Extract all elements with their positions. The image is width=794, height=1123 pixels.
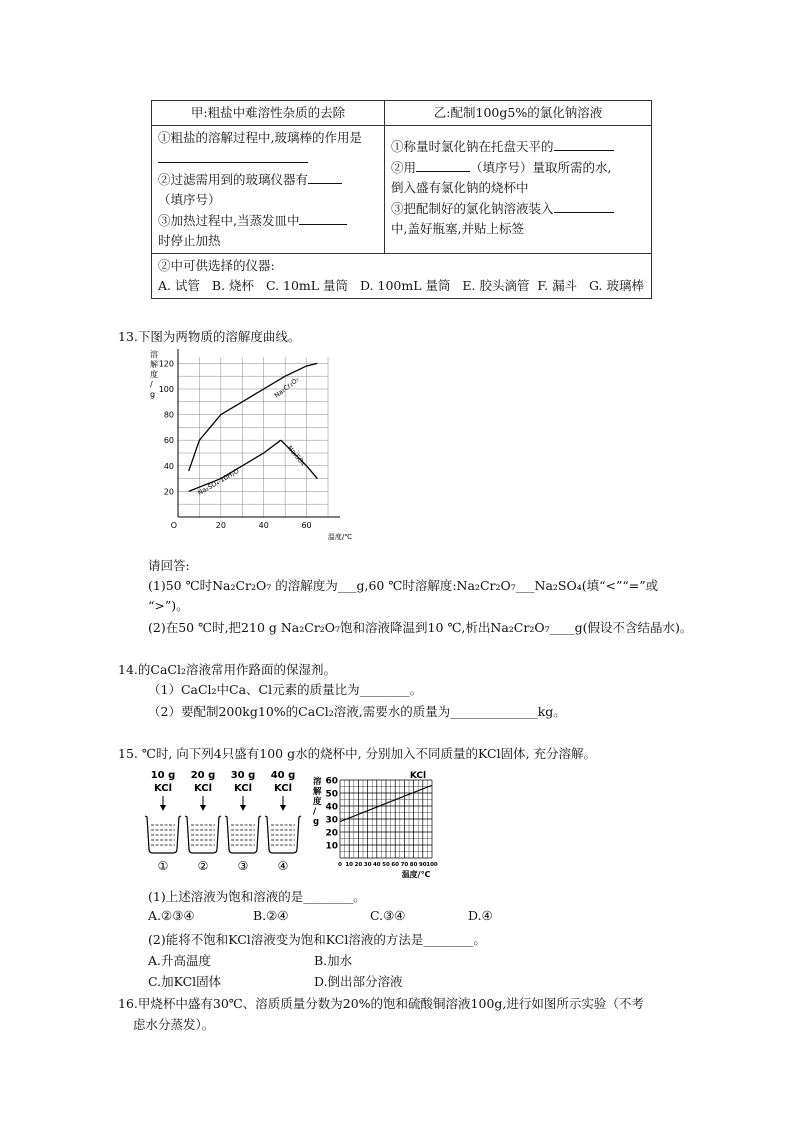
x-tick-label: 60 — [391, 862, 400, 868]
table-cell-a — [152, 126, 385, 254]
beaker-number: ④ — [277, 859, 289, 873]
x-tick-label: 80 — [409, 862, 418, 868]
series-label-0: Na₂Cr₂O₇ — [272, 375, 301, 400]
beaker-body — [145, 816, 181, 853]
y-tick-label: 100 — [158, 385, 174, 394]
x-tick-label: 90 — [418, 862, 427, 868]
y-tick-label: 120 — [158, 359, 174, 369]
q15-q1-opt-a[interactable]: A.②③④ — [148, 908, 195, 923]
arrow-head — [160, 805, 166, 811]
solubility-chart-1 — [140, 345, 365, 545]
y-axis-label: 溶解度/ g — [150, 350, 158, 399]
a1: ①粗盐的溶解过程中,玻璃棒的作用是 — [158, 130, 362, 145]
beaker-body — [185, 816, 221, 853]
q16-line1: 16.甲烧杯中盛有30℃、溶质质量分数为20%的饱和硫酸铜溶液100g,进行如图所示实验（不考 — [118, 996, 644, 1011]
y-tick-label: 20 — [163, 487, 174, 497]
q15-q2-opt-a[interactable]: A.升高温度 — [148, 953, 212, 968]
x-tick-label: 60 — [301, 521, 312, 530]
q15-q1: (1)上述溶液为饱和溶液的是________。 — [148, 889, 366, 904]
x-tick-label: 0 — [338, 862, 342, 868]
f2: A. 试管 B. 烧杯 C. 10mL 量筒 D. 100mL 量筒 E. 胶头滴管 F. 漏斗 G. 玻璃棒 — [158, 278, 644, 293]
beaker-mass-label: 10 g — [150, 770, 176, 781]
beaker-number: ② — [197, 859, 209, 873]
y-tick-label: 10 — [325, 841, 338, 852]
blank[interactable] — [416, 157, 470, 172]
beaker-mass-label: 40 g — [270, 770, 296, 781]
table-footer — [152, 254, 652, 299]
x-axis-label: 温度/℃ — [327, 533, 353, 541]
x-tick-label: 30 — [363, 862, 372, 868]
a2b: （填序号） — [158, 192, 221, 207]
b2: ②用 — [391, 160, 417, 175]
table-head-a: 甲:粗盐中难溶性杂质的去除 — [152, 101, 385, 126]
table-cell-b — [385, 126, 652, 254]
x-tick-label: 70 — [400, 862, 409, 868]
b2c: 倒入盛有氯化钠的烧杯中 — [391, 180, 529, 195]
q15-q2-opt-c[interactable]: C.加KCl固体 — [148, 974, 222, 989]
x-tick-label: 50 — [382, 862, 390, 868]
beaker-number: ③ — [237, 859, 249, 873]
b3: ③把配制好的氯化钠溶液装入 — [391, 201, 554, 216]
table-head-b: 乙:配制100g5%的氯化钠溶液 — [385, 101, 652, 126]
a3b: 时停止加热 — [158, 233, 221, 248]
blank[interactable] — [554, 198, 614, 213]
x-tick-label: 20 — [215, 521, 226, 530]
q14-title: 14.的CaCl₂溶液常用作路面的保湿剂。 — [118, 662, 336, 677]
arrow-head — [200, 805, 206, 811]
y-tick-label: 80 — [163, 410, 174, 420]
q15-q2-opt-b[interactable]: B.加水 — [314, 953, 353, 968]
origin-label: O — [170, 521, 177, 530]
y-tick-label: 20 — [325, 828, 338, 839]
a2: ②过滤需用到的玻璃仪器有 — [158, 172, 309, 187]
y-tick-label: 60 — [325, 776, 338, 787]
y-tick-label: 50 — [325, 789, 338, 800]
chart-title: KCl — [409, 771, 427, 781]
series-label-2: Na₂SO₄ — [285, 444, 307, 468]
q13-title: 13.下图为两物质的溶解度曲线。 — [118, 329, 301, 344]
beaker-mass-label: 30 g — [230, 770, 256, 781]
beaker-salt-label: KCl — [153, 783, 173, 794]
series-label-1: Na₂SO₄·10H₂O — [196, 466, 241, 497]
blank[interactable] — [308, 169, 342, 184]
x-axis-label: 温度/℃ — [401, 870, 431, 879]
q14-part2: （2）要配制200kg10%的CaCl₂溶液,需要水的质量为______________kg。 — [148, 704, 566, 719]
q15-q1-opt-d[interactable]: D.④ — [468, 908, 493, 923]
b1: ①称量时氯化钠在托盘天平的 — [391, 139, 554, 154]
x-tick-label: 10 — [345, 862, 354, 868]
experiment-table — [151, 100, 652, 299]
blank[interactable] — [158, 148, 308, 163]
q13-part2: (2)在50 ℃时,把210 g Na₂Cr₂O₇饱和溶液降温到10 ℃,析出Na₂Cr₂O₇____g(假设不含结晶水)。 — [148, 620, 693, 635]
beaker-salt-label: KCl — [233, 783, 253, 794]
q16-line2: 虑水分蒸发）。 — [133, 1017, 215, 1032]
beaker-salt-label: KCl — [273, 783, 293, 794]
y-tick-label: 40 — [163, 461, 174, 471]
x-tick-label: 40 — [372, 862, 381, 868]
arrow-head — [240, 805, 246, 811]
a3: ③加热过程中,当蒸发皿中 — [158, 213, 300, 228]
arrow-head — [280, 805, 286, 811]
y-tick-label: 40 — [325, 802, 338, 813]
q15-title: 15. ℃时, 向下列4只盛有100 g水的烧杯中, 分别加入不同质量的KCl固体, 充分溶解。 — [118, 746, 597, 761]
beaker-number: ① — [157, 859, 169, 873]
y-tick-label: 60 — [163, 436, 174, 446]
beaker-body — [265, 816, 301, 853]
y-tick-label: 30 — [325, 815, 338, 826]
q15-q2: (2)能将不饱和KCl溶液变为饱和KCl溶液的方法是________。 — [148, 932, 486, 947]
solubility-chart-kcl — [308, 768, 453, 880]
x-tick-label: 100 — [426, 862, 438, 868]
blank[interactable] — [299, 210, 347, 225]
b3b: 中,盖好瓶塞,并贴上标签 — [391, 221, 524, 236]
beakers-figure — [140, 766, 325, 878]
q15-q1-opt-c[interactable]: C.③④ — [370, 908, 406, 923]
f1: ②中可供选择的仪器: — [158, 258, 275, 273]
beaker-body — [225, 816, 261, 853]
blank[interactable] — [554, 136, 614, 151]
q13-prompt: 请回答: — [148, 558, 190, 573]
q15-q1-opt-b[interactable]: B.②④ — [253, 908, 289, 923]
y-axis-label: 溶解度/ g — [313, 777, 322, 827]
q13-part1: (1)50 ℃时Na₂Cr₂O₇ 的溶解度为___g,60 ℃时溶解度:Na₂Cr₂O₇___Na₂SO₄(填“<”“=”或 — [148, 578, 659, 593]
beaker-salt-label: KCl — [193, 783, 213, 794]
q15-q2-opt-d[interactable]: D.倒出部分溶液 — [314, 974, 403, 989]
x-tick-label: 20 — [354, 862, 363, 868]
q13-part1b: “>”)。 — [148, 598, 189, 613]
x-tick-label: 40 — [258, 521, 269, 530]
b2b: （填序号）量取所需的水, — [470, 160, 612, 175]
beaker-mass-label: 20 g — [190, 770, 216, 781]
q14-part1: （1）CaCl₂中Ca、Cl元素的质量比为________。 — [148, 682, 423, 697]
